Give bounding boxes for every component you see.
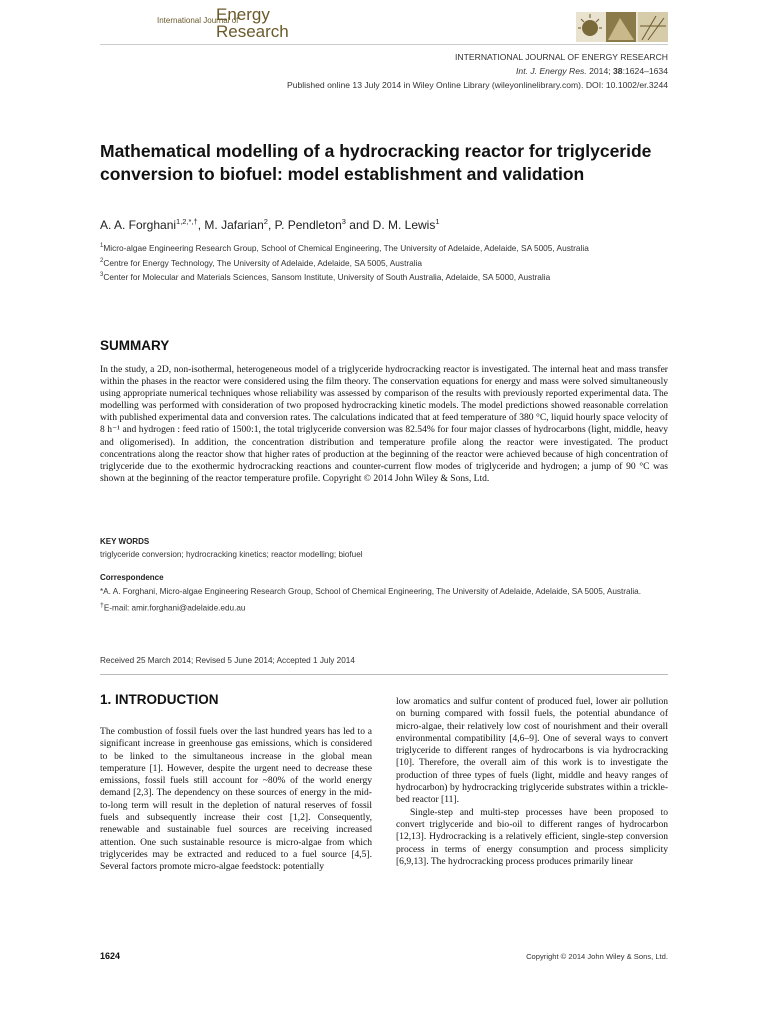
citation-pages: :1624–1634 <box>622 66 668 76</box>
journal-logo-banner <box>100 5 668 44</box>
author-name: A. A. Forghani <box>100 218 177 232</box>
summary-text: In the study, a 2D, non-isothermal, heterogeneous model of a triglyceride hydrocracking reactor is investigated. The internal heat and mass transfer within the phases in the reactor were considered using the film theory. The conservation equations for energy and mass were solved simultaneously using appropriate numerical techniques whose reliability was assessed by comparison of the results with previously reported experimental data. The modelling was performed with consideration of two proposed hydrocracking kinetic models. The model predictions showed reasonable correlation with published experimental data and conversion rates. The calculations indicated that at feed temperature of 380 °C, liquid hourly space velocity of 8 h⁻¹ and hydrogen : feed ratio of 1500:1, the total triglyceride conversion was 82.54% for four major classes of hydrocarbons (light, middle, heavy and oligomerised). In addition, the concentration distribution and temperature profile along the reactor were investigated. The product concentrations along the reactor show that higher rates of production at the beginning of the reactor were achieved because of high concentration of triglyceride due to the exothermic hydrocracking reactions and counter-current flow modes of triglyceride and hydrogen; a jump of 90 °C was shown at the beginning of the reactor temperature profile. Copyright © 2014 John Wiley & Sons, Ltd. <box>100 364 668 484</box>
author-affiliation-marker: 2 <box>263 217 268 226</box>
page-number: 1624 <box>100 951 121 961</box>
affiliation-list <box>100 240 680 284</box>
affiliation-number: 3 <box>100 272 104 279</box>
publication-info: Published online 13 July 2014 in Wiley Online Library (wileyonlinelibrary.com). DOI: 10.1002/er.3244 <box>286 80 668 90</box>
affiliation-text: Center for Molecular and Materials Sciences, Sansom Institute, University of South Australia, Adelaide, SA 5000, Australia <box>103 271 551 282</box>
author-affiliation-marker: 1 <box>435 217 440 226</box>
author-separator: and <box>345 218 373 232</box>
footer-copyright: Copyright © 2014 John Wiley & Sons, Ltd. <box>526 952 668 961</box>
logo-line-research: Research <box>216 22 289 41</box>
author-affiliation-marker: 3 <box>341 217 346 226</box>
keywords-label: KEY WORDS <box>100 537 150 546</box>
author-affiliation-marker: 1,2,*,† <box>176 217 198 226</box>
affiliation-item <box>100 269 680 284</box>
received-dates: Received 25 March 2014; Revised 5 June 2014; Accepted 1 July 2014 <box>100 656 355 665</box>
author-separator: , <box>267 218 275 232</box>
citation-journal: Int. J. Energy Res. <box>516 66 587 76</box>
author-separator: , <box>197 218 205 232</box>
intro-paragraph: low aromatics and sulfur content of produced fuel, lower air pollution on burning compared with fossil fuels, the potential abundance of micro-algae, their relatively low cost of nourishment and their overall environmental compatibility [4,6–9]. One of several ways to convert triglyceride to different ranges of hydrocarbons is via hydrocracking [10]. Therefore, the overall aim of this work is to investigate the production of three types of fuels (light, middle and heavy ranges of hydrocarbon) by hydrocracking triglyceride substrates within a trickle-bed reactor [11]. <box>396 696 668 806</box>
affiliation-text: Centre for Energy Technology, The University of Adelaide, Adelaide, SA 5005, Australia <box>103 257 423 268</box>
logo-wordmark <box>216 6 289 40</box>
intro-right-column <box>396 696 668 868</box>
header-rule <box>100 44 668 45</box>
introduction-heading: 1. INTRODUCTION <box>100 692 219 707</box>
author-name: D. M. Lewis <box>372 218 436 232</box>
keywords-text: triglyceride conversion; hydrocracking kinetics; reactor modelling; biofuel <box>100 550 363 559</box>
email-mark: † <box>100 601 104 609</box>
affiliation-number: 2 <box>100 257 104 264</box>
citation-volume: 38 <box>613 66 623 76</box>
author-list <box>100 217 440 232</box>
author-name: P. Pendleton <box>274 218 342 232</box>
correspondence-email-line <box>100 599 670 615</box>
citation <box>287 64 668 78</box>
logo-small-text: International Journal of <box>157 16 239 25</box>
intro-paragraph: Single-step and multi-step processes have been proposed to convert triglyceride and bio-oil to different ranges of hydrocarbon [12,13]. Hydrocracking is a relatively efficient, single-step conversion process in terms of energy consumption and process simplicity [6,9,13]. The hydrocracking process produces primarily linear <box>396 806 668 867</box>
affiliation-text: Micro-algae Engineering Research Group, School of Chemical Engineering, The University of Adelaide, Adelaide, SA 5005, Australia <box>103 242 589 253</box>
journal-name: INTERNATIONAL JOURNAL OF ENERGY RESEARCH <box>455 52 668 62</box>
correspondence-label: Correspondence <box>100 573 164 582</box>
affiliation-item <box>100 240 680 255</box>
intro-paragraph: The combustion of fossil fuels over the last hundred years has led to a significant increase in greenhouse gas emissions, which is considered to be linked to the simultaneous increase in the global mean temperature [1]. However, despite the urgent need to decrease these emissions, fossil fuels still account for ~80% of the world energy demand [2,3]. The dependency on these sources of energy in the mid-to-long term will result in the depletion of natural reserves of fossil fuels and subsequently increase their cost [1,2]. Consequently, renewable and sustainable fuel sources are receiving increased attention. One such sustainable resource is micro-algae from which triglycerides may be extracted and reduced to a fuel source [4,5]. Several factors promote micro-algae feedstock: potentially <box>100 726 372 873</box>
logo-line-energy: Energy <box>216 5 270 24</box>
correspondence-email[interactable]: E-mail: amir.forghani@adelaide.edu.au <box>103 603 246 613</box>
article-title: Mathematical modelling of a hydrocracking reactor for triglyceride conversion to biofuel: model establishment and validation <box>100 141 652 184</box>
author-name: M. Jafarian <box>204 218 264 232</box>
intro-left-column <box>100 726 372 874</box>
citation-year: 2014; <box>589 66 611 76</box>
journal-cover-image <box>576 12 668 42</box>
section-divider <box>100 674 668 675</box>
journal-meta <box>287 50 668 92</box>
summary-heading: SUMMARY <box>100 338 170 353</box>
correspondence-address: *A. A. Forghani, Micro-algae Engineering Research Group, School of Chemical Engineering, The University of Adelaide, Adelaide, SA 5005, Australia. <box>100 587 641 596</box>
affiliation-number: 1 <box>100 243 104 249</box>
correspondence-text <box>100 585 670 615</box>
affiliation-item <box>100 255 680 270</box>
